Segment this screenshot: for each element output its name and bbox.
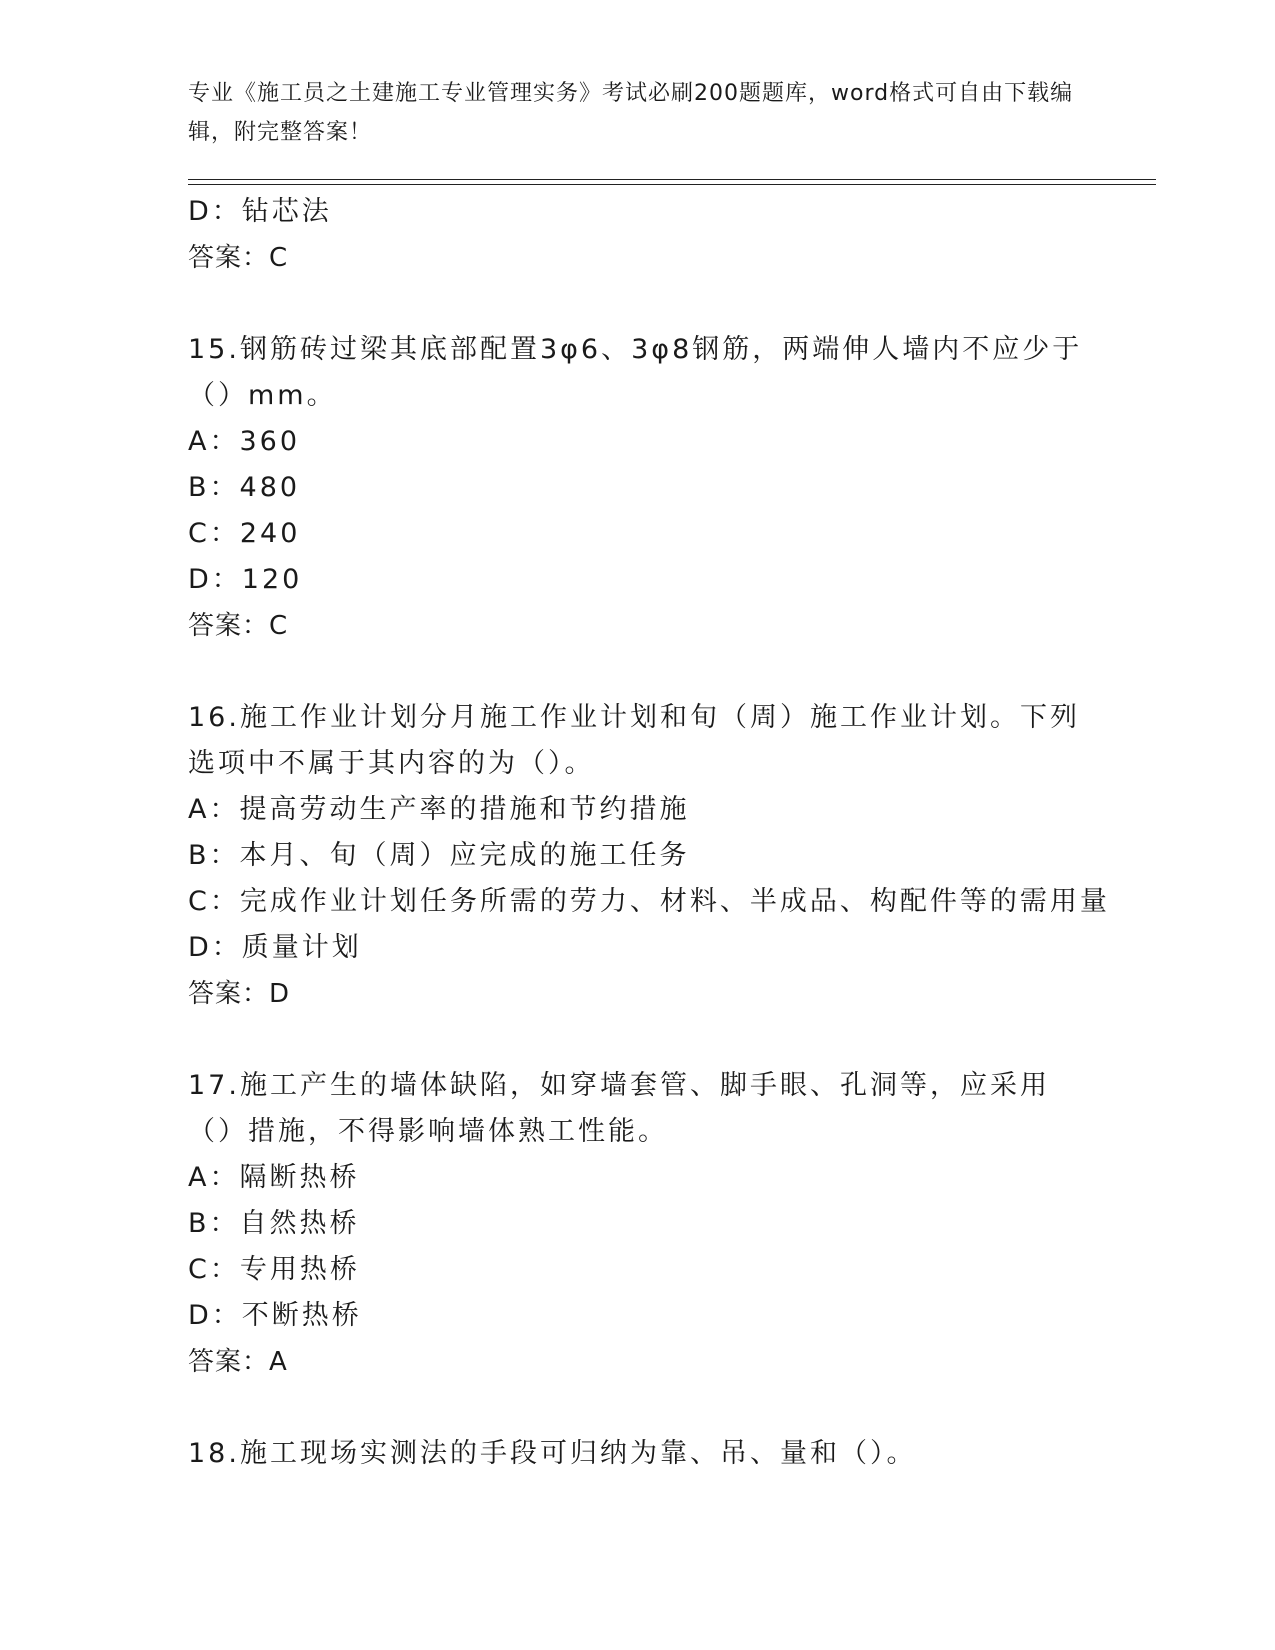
header-rule-bottom	[188, 184, 1156, 185]
question-15-stem: 15.钢筋砖过梁其底部配置3φ6、3φ8钢筋，两端伸人墙内不应少于（）mm。	[188, 334, 1083, 411]
question-16	[188, 695, 1110, 1017]
question-15-option-b: B：480	[188, 472, 301, 503]
header-rule-top	[188, 179, 1156, 180]
question-17-option-b: B：自然热桥	[188, 1208, 360, 1239]
question-15-option-c: C：240	[188, 518, 301, 549]
question-18	[188, 1431, 1088, 1477]
question-15-answer: 答案：C	[188, 611, 289, 641]
question-17-stem: 17.施工产生的墙体缺陷，如穿墙套管、脚手眼、孔洞等，应采用（）措施，不得影响墙体熟工性能。	[188, 1070, 1050, 1147]
prev-option-d: D：钻芯法	[188, 196, 332, 227]
question-17-option-d: D：不断热桥	[188, 1300, 362, 1331]
question-17-option-a: A：隔断热桥	[188, 1162, 360, 1193]
question-17	[188, 1063, 1088, 1385]
question-15-option-d: D：120	[188, 564, 303, 595]
question-16-answer: 答案：D	[188, 979, 291, 1009]
question-16-stem: 16.施工作业计划分月施工作业计划和旬（周）施工作业计划。下列选项中不属于其内容的为（）。	[188, 702, 1080, 779]
document-header: 专业《施工员之土建施工专业管理实务》考试必刷200题题库，word格式可自由下载编辑，附完整答案！	[188, 81, 1074, 145]
question-17-option-c: C：专用热桥	[188, 1254, 360, 1285]
question-18-stem: 18.施工现场实测法的手段可归纳为靠、吊、量和（）。	[188, 1438, 917, 1469]
question-15	[188, 327, 1088, 649]
question-15-option-a: A：360	[188, 426, 301, 457]
question-17-answer: 答案：A	[188, 1347, 288, 1377]
prev-answer: 答案：C	[188, 243, 289, 273]
question-16-option-d: D：质量计划	[188, 932, 362, 963]
question-16-option-a: A：提高劳动生产率的措施和节约措施	[188, 794, 690, 825]
question-16-option-b: B：本月、旬（周）应完成的施工任务	[188, 840, 690, 871]
question-16-option-c: C：完成作业计划任务所需的劳力、材料、半成品、构配件等的需用量	[188, 886, 1110, 917]
question-list	[188, 189, 1110, 1477]
